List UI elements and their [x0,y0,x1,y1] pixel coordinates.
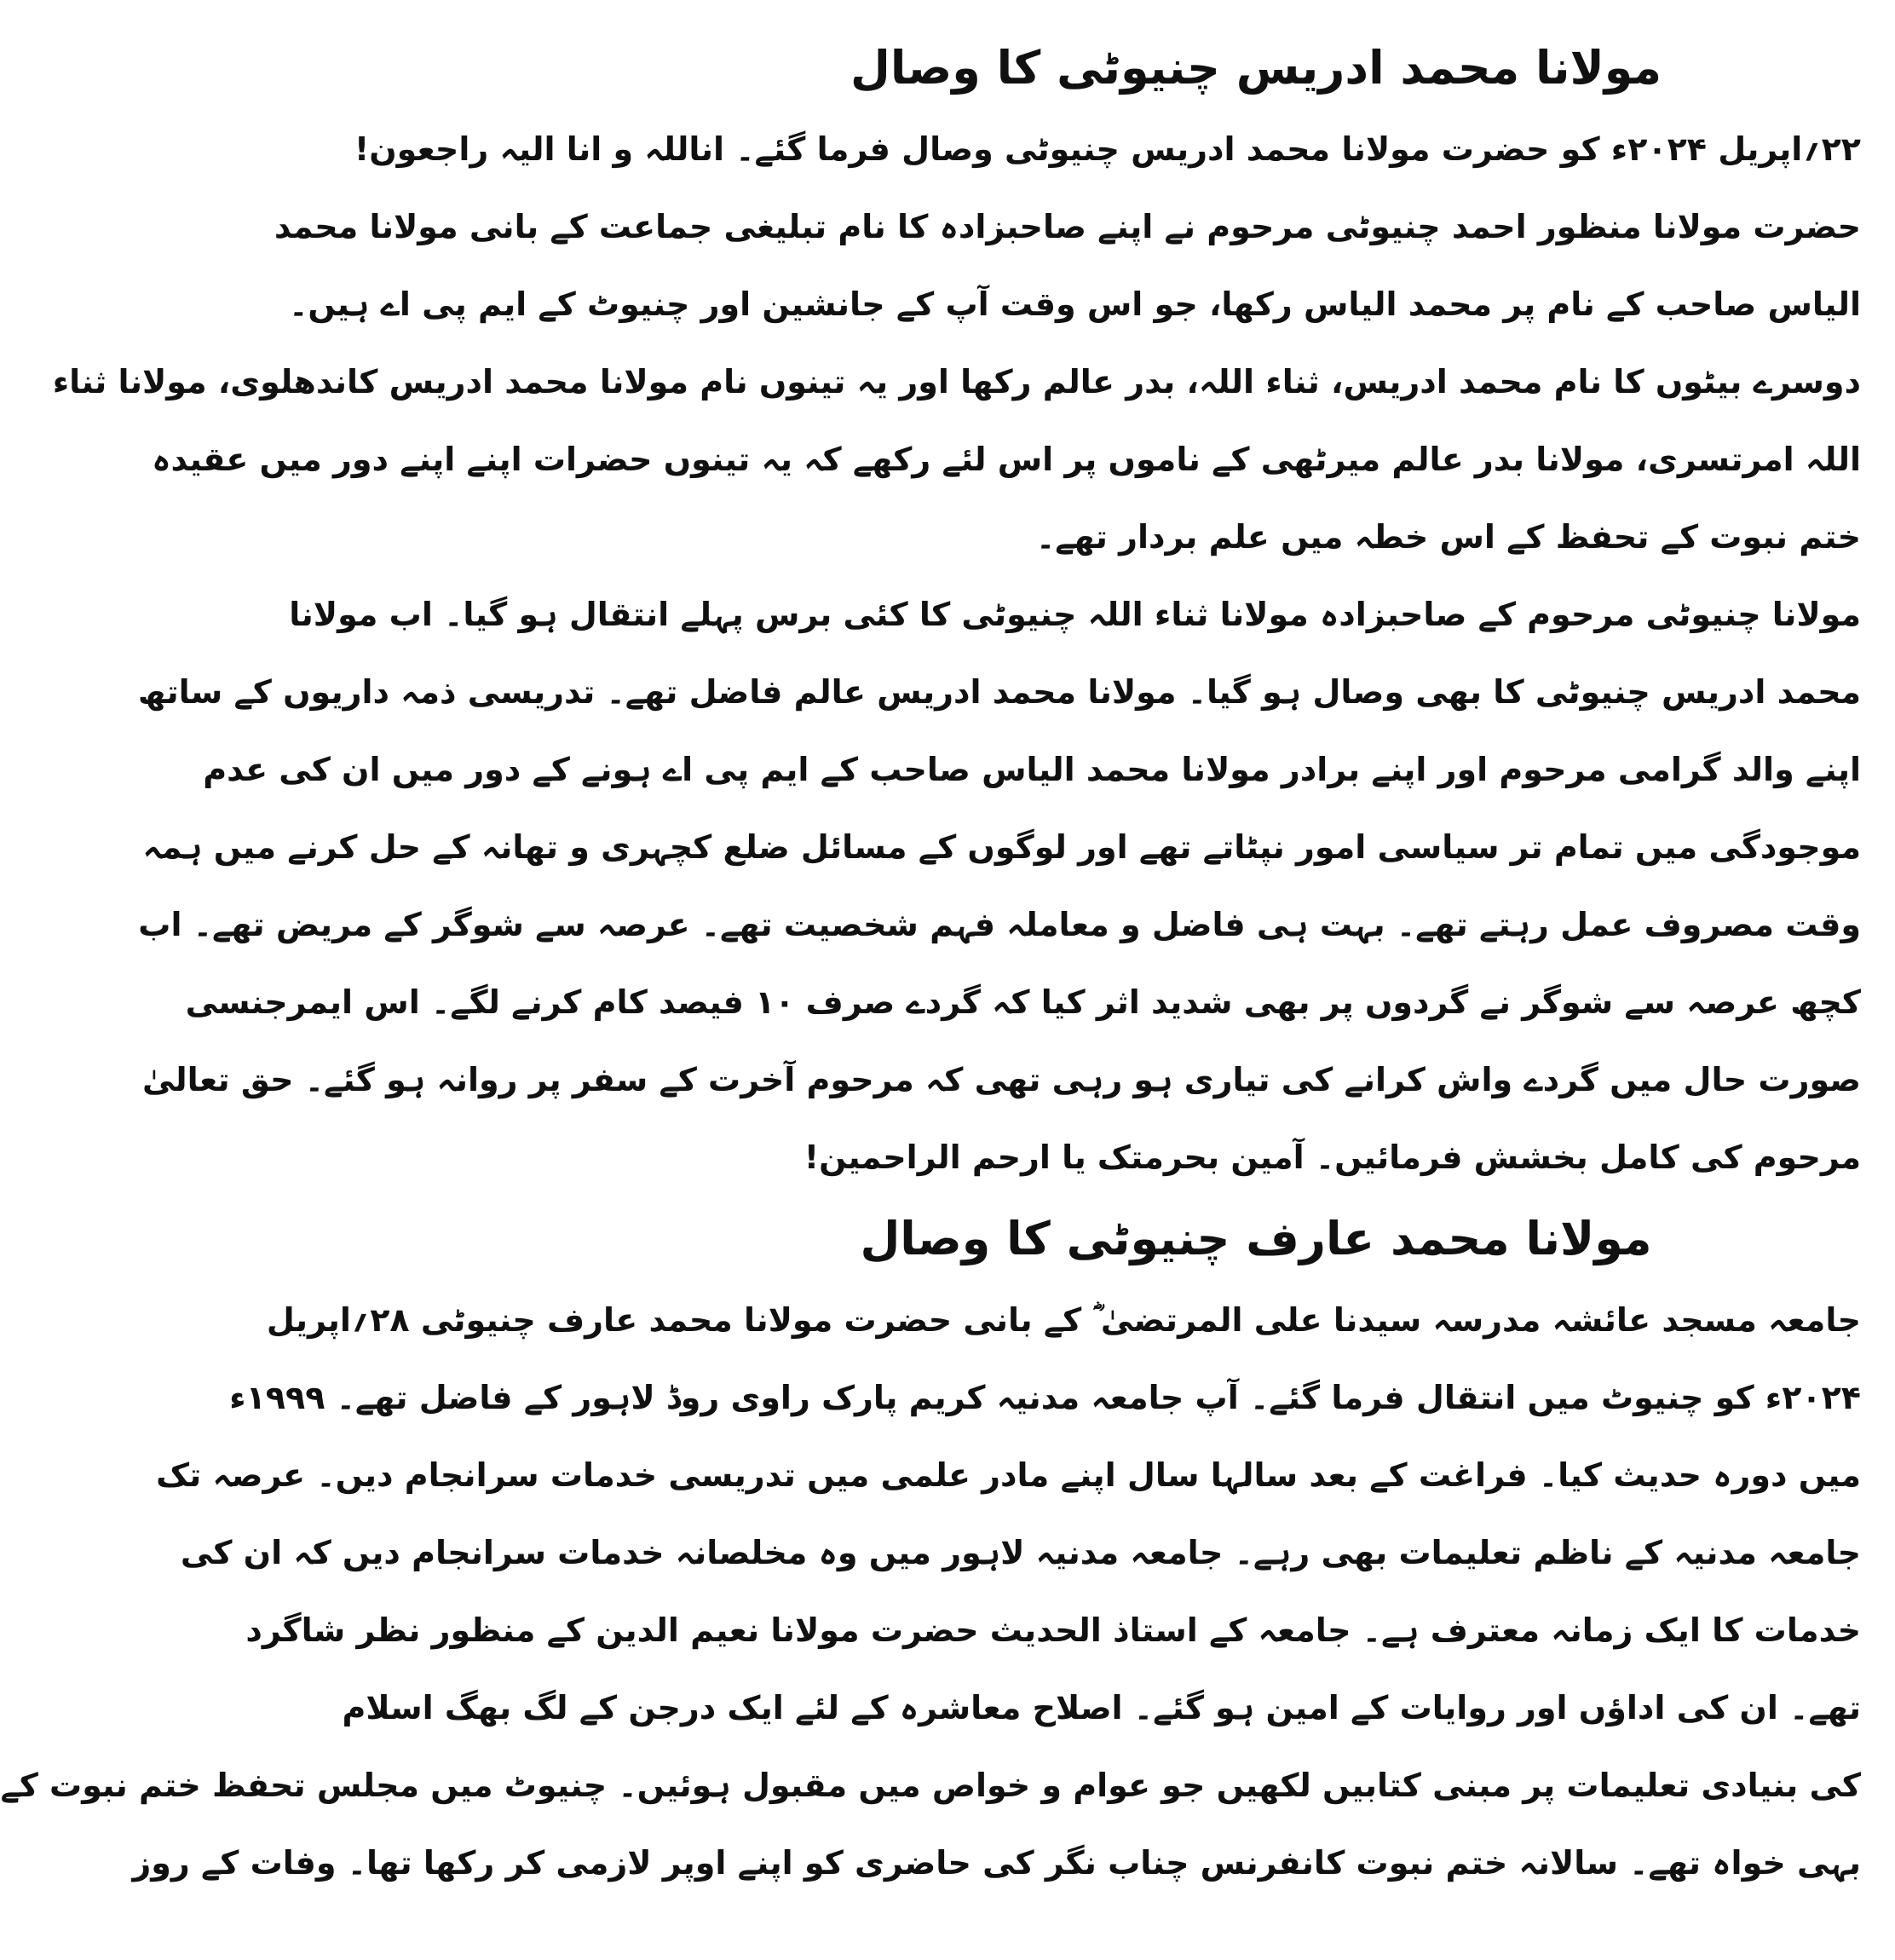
article-2 [0,1196,1861,1902]
text-line: تھے۔ ان کی اداؤں اور روایات کے امین ہو گئے۔ اصلاح معاشرہ کے لئے ایک درجن کے لگ بھگ اسلام [342,1689,1861,1727]
text-line: میں دورہ حدیث کیا۔ فراغت کے بعد سالہا سال اپنے مادر علمی میں تدریسی خدمات سرانجام دیں۔ عرصہ تک [156,1456,1861,1494]
text-line: جامعہ مدنیہ کے ناظم تعلیمات بھی رہے۔ جامعہ مدنیہ لاہور میں وہ مخلصانہ خدمات سرانجام دیں کہ ان کی [180,1534,1861,1571]
text-line: بہی خواہ تھے۔ سالانہ ختم نبوت کانفرنس چناب نگر کی حاضری کو اپنے اوپر لازمی کر رکھا تھا۔ وفات کے روز [132,1844,1861,1882]
text-line: کچھ عرصہ سے شوگر نے گردوں پر بھی شدید اثر کیا کہ گردے صرف ۱۰ فیصد کام کرنے لگے۔ اس ایمرجنسی [185,983,1861,1021]
text-line: الیاس صاحب کے نام پر محمد الیاس رکھا، جو اس وقت آپ کے جانشین اور چنیوٹ کے ایم پی اے ہیں۔ [289,285,1861,323]
text-line: دوسرے بیٹوں کا نام محمد ادریس، ثناء اللہ، بدر عالم رکھا اور یہ تینوں نام مولانا محمد ادریس کاندھلوی، مولانا ثناء [52,363,1861,401]
article-1-paragraph-3 [137,576,1861,1196]
text-line: جامعہ مسجد عائشہ مدرسہ سیدنا علی المرتضیٰ ؓ کے بانی حضرت مولانا محمد عارف چنیوٹی ۲۸؍اپریل [266,1301,1861,1339]
text-line: اللہ امرتسری، مولانا بدر عالم میرٹھی کے ناموں پر اس لئے رکھے کہ یہ تینوں حضرات اپنے اپنے دور میں عقیدہ [152,441,1861,478]
text-line: اپنے والد گرامی مرحوم اور اپنے برادر مولانا محمد الیاس صاحب کے ایم پی اے ہونے کے دور میں ان کی عدم [203,751,1861,788]
text-line: کی بنیادی تعلیمات پر مبنی کتابیں لکھیں جو عوام و خواص میں مقبول ہوئیں۔ چنیوٹ میں مجلس تحفظ ختم نبوت کے [0,1767,1861,1804]
text-line: ختم نبوت کے تحفظ کے اس خطہ میں علم بردار تھے۔ [1035,518,1861,556]
text-line: ۲۰۲۴ء کو چنیوٹ میں انتقال فرما گئے۔ آپ جامعہ مدنیہ کریم پارک راوی روڈ لاہور کے فاضل تھے۔ ۱۹۹۹ء [229,1379,1861,1416]
article-1-paragraph-2 [52,188,1861,576]
article-1-title: مولانا محمد ادریس چنیوٹی کا وصال [850,41,1662,95]
text-line: موجودگی میں تمام تر سیاسی امور نپٹاتے تھے اور لوگوں کے مسائل ضلع کچہری و تھانہ کے حل کرنے میں ہمہ [142,828,1861,866]
article-2-paragraph-1 [0,1282,1861,1902]
text-line: ۲۲؍اپریل ۲۰۲۴ء کو حضرت مولانا محمد ادریس چنیوٹی وصال فرما گئے۔ اناللہ و انا الیہ راجعون! [354,130,1861,168]
text-line: خدمات کا ایک زمانہ معترف ہے۔ جامعہ کے استاذ الحدیث حضرت مولانا نعیم الدین کے منظور نظر شاگرد [245,1611,1861,1649]
article-2-title: مولانا محمد عارف چنیوٹی کا وصال [860,1212,1652,1265]
text-line: حضرت مولانا منظور احمد چنیوٹی مرحوم نے اپنے صاحبزادہ کا نام تبلیغی جماعت کے بانی مولانا محمد [274,208,1861,245]
article-1-paragraph-1 [354,111,1861,188]
text-line: وقت مصروف عمل رہتے تھے۔ بہت ہی فاضل و معاملہ فہم شخصیت تھے۔ عرصہ سے شوگر کے مریض تھے۔ اب [138,906,1861,943]
article-1 [52,26,1861,1196]
text-line: محمد ادریس چنیوٹی کا بھی وصال ہو گیا۔ مولانا محمد ادریس عالم فاضل تھے۔ تدریسی ذمہ داریوں کے ساتھ [137,673,1861,711]
text-line: صورت حال میں گردے واش کرانے کی تیاری ہو رہی تھی کہ مرحوم آخرت کے سفر پر روانہ ہو گئے۔ حق تعالیٰ [141,1061,1861,1098]
text-line: مولانا چنیوٹی مرحوم کے صاحبزادہ مولانا ثناء اللہ چنیوٹی کا کئی برس پہلے انتقال ہو گیا۔ اب مولانا [289,596,1861,633]
text-line: مرحوم کی کامل بخشش فرمائیں۔ آمین بحرمتک یا ارحم الراحمین! [804,1139,1861,1176]
